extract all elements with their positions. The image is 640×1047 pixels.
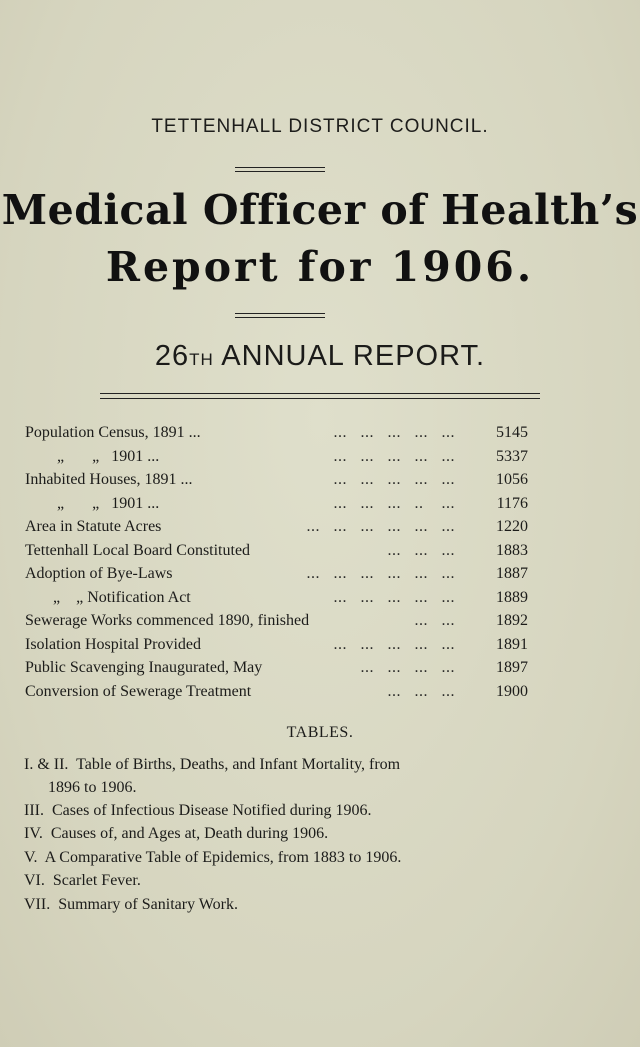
- double-rule-upper: [235, 167, 325, 172]
- stat-row: [0, 424, 640, 447]
- table-list-item: I. & II. Table of Births, Deaths, and Infant Mortality, from: [24, 756, 401, 773]
- table-list-item: VII. Summary of Sanitary Work.: [24, 896, 238, 913]
- stat-value: 1891: [496, 636, 528, 653]
- stat-label: Inhabited Houses, 1891 ...: [25, 471, 193, 488]
- stat-leader-dots: ... ... ...: [387, 542, 455, 559]
- stat-label: Public Scavenging Inaugurated, May: [25, 659, 263, 676]
- stat-leader-dots: ... ... ... ... ... ...: [306, 518, 455, 535]
- annual-number: 26: [154, 340, 190, 372]
- stat-leader-dots: ... ... ...: [387, 683, 455, 700]
- annual-text: ANNUAL REPORT.: [221, 340, 486, 372]
- stat-label: Isolation Hospital Provided: [25, 636, 201, 653]
- stat-label: „ „ 1901 ...: [25, 448, 160, 465]
- stat-label: Population Census, 1891 ...: [25, 424, 201, 441]
- stat-leader-dots: ... ...: [414, 612, 455, 629]
- stat-value: 5145: [496, 424, 528, 441]
- stat-label: Sewerage Works commenced 1890, finished: [25, 612, 310, 629]
- stat-value: 5337: [496, 448, 528, 465]
- annual-report-heading: [0, 340, 640, 373]
- title-line-1: Medical Officer of Health’s: [1, 186, 639, 234]
- stat-row: [0, 448, 640, 471]
- stat-leader-dots: ... ... ... ... ...: [333, 448, 455, 465]
- stat-value: 1220: [496, 518, 528, 535]
- stat-value: 1889: [496, 589, 528, 606]
- stat-leader-dots: ... ... ... ... ... ...: [306, 565, 455, 582]
- council-heading: TETTENHALL DISTRICT COUNCIL.: [151, 116, 489, 137]
- stat-leader-dots: ... ... ... ... ...: [333, 589, 455, 606]
- stat-row: [0, 565, 640, 588]
- double-rule-middle: [235, 313, 325, 318]
- stat-value: 1892: [496, 612, 528, 629]
- stat-row: [0, 636, 640, 659]
- stat-row: [0, 683, 640, 706]
- stat-value: 1897: [496, 659, 528, 676]
- stat-row: [0, 589, 640, 612]
- tables-heading: TABLES.: [286, 724, 354, 741]
- stat-row: [0, 471, 640, 494]
- stat-value: 1883: [496, 542, 528, 559]
- stat-label: Adoption of Bye-Laws: [25, 565, 173, 582]
- title-line-2: Report for 1906.: [105, 243, 535, 291]
- table-list-item: IV. Causes of, and Ages at, Death during 1906.: [24, 825, 329, 842]
- stat-row: [0, 518, 640, 541]
- stat-value: 1887: [496, 565, 528, 582]
- stat-label: „ „ 1901 ...: [25, 495, 160, 512]
- table-list-item: V. A Comparative Table of Epidemics, from 1883 to 1906.: [24, 849, 402, 866]
- stat-row: [0, 542, 640, 565]
- stat-row: [0, 495, 640, 518]
- stat-leader-dots: ... ... ... ...: [360, 659, 455, 676]
- stat-value: 1900: [496, 683, 528, 700]
- annual-suffix: TH: [189, 350, 214, 369]
- stat-label: Conversion of Sewerage Treatment: [25, 683, 252, 700]
- double-rule-long: [100, 393, 540, 399]
- stat-label: Tettenhall Local Board Constituted: [25, 542, 251, 559]
- stat-leader-dots: ... ... ... ... ...: [333, 424, 455, 441]
- stat-leader-dots: ... ... ... ... ...: [333, 636, 455, 653]
- stat-label: Area in Statute Acres: [25, 518, 162, 535]
- stat-value: 1176: [496, 495, 528, 512]
- stat-row: [0, 659, 640, 682]
- stat-leader-dots: ... ... ... ... ...: [333, 471, 455, 488]
- stat-leader-dots: ... ... ... .. ...: [333, 495, 455, 512]
- table-list-item: III. Cases of Infectious Disease Notified during 1906.: [24, 802, 372, 819]
- stat-value: 1056: [496, 471, 528, 488]
- stat-label: „ „ Notification Act: [25, 589, 191, 606]
- stat-row: [0, 612, 640, 635]
- table-list-item: VI. Scarlet Fever.: [24, 872, 141, 889]
- table-list-item-continuation: 1896 to 1906.: [48, 779, 137, 796]
